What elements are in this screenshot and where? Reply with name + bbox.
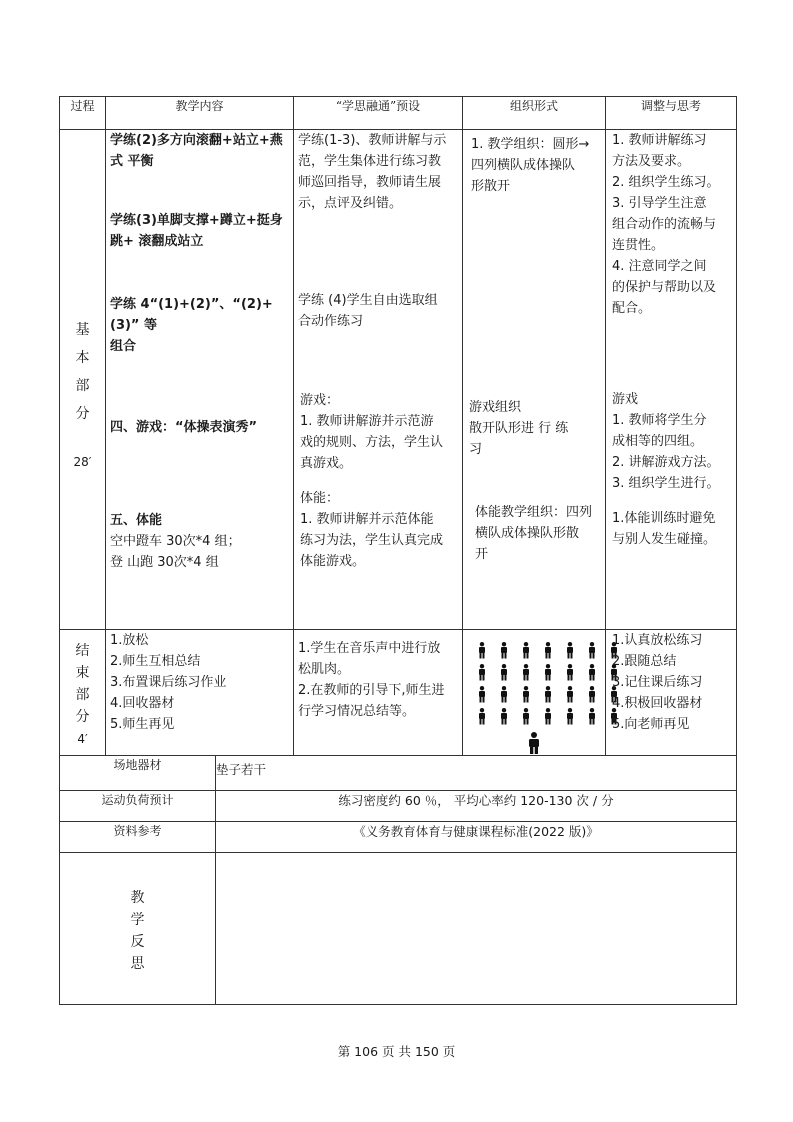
student-icon bbox=[539, 686, 556, 704]
header-content: 教学内容 bbox=[106, 97, 294, 130]
org-block-1: 1. 教学组织：圆形→ 四列横队成体操队 形散开 bbox=[471, 137, 590, 194]
org-block-2: 游戏组织 散开队形进 行 练 习 bbox=[469, 400, 569, 457]
adjust-block-2: 游戏 1. 教师将学生分 成相等的四组。 2. 讲解游戏方法。 3. 组织学生进行。 bbox=[612, 392, 720, 491]
ending-time: 4′ bbox=[77, 732, 88, 746]
basic-preset bbox=[294, 130, 463, 630]
preset-block-1: 学练(1-3)、教师讲解与示 范，学生集体进行练习教 师巡回指导，教师请生展 示，点评及纠错。 bbox=[298, 133, 447, 211]
ending-preset: 1.学生在音乐声中进行放 松肌肉。 2.在教师的引导下,师生进 行学习情况总结等。 bbox=[294, 630, 463, 756]
label-char: 教 bbox=[130, 890, 145, 906]
reference-row bbox=[60, 822, 737, 853]
page-number: 第 106 页 共 150 页 bbox=[337, 1044, 456, 1059]
label-char: 分 bbox=[75, 406, 90, 422]
student-icon bbox=[473, 664, 490, 682]
student-icon bbox=[473, 708, 490, 726]
student-icon bbox=[561, 686, 578, 704]
label-char: 结 bbox=[75, 643, 90, 659]
teacher-icon bbox=[527, 732, 541, 754]
venue-row bbox=[60, 756, 737, 791]
label-char: 分 bbox=[75, 709, 90, 725]
student-icon bbox=[539, 642, 556, 660]
student-icon bbox=[495, 686, 512, 704]
student-formation bbox=[463, 630, 605, 726]
label-char: 部 bbox=[75, 378, 90, 394]
basic-content bbox=[106, 130, 294, 630]
ending-adjust: 1.认真放松练习 2.跟随总结 3.记住课后练习 4.积极回收器材 5.向老师再见 bbox=[606, 630, 737, 756]
student-icon bbox=[517, 642, 534, 660]
student-icon bbox=[495, 642, 512, 660]
label-char: 本 bbox=[75, 350, 90, 366]
student-icon bbox=[539, 664, 556, 682]
student-icon bbox=[561, 642, 578, 660]
load-row bbox=[60, 791, 737, 822]
load-label: 运动负荷预计 bbox=[60, 791, 216, 822]
header-process: 过程 bbox=[60, 97, 106, 130]
basic-adjust bbox=[606, 130, 737, 630]
label-char: 束 bbox=[75, 665, 90, 681]
preset-block-4: 体能： 1. 教师讲解并示范体能 练习为法，学生认真完成 体能游戏。 bbox=[300, 491, 444, 569]
student-icon bbox=[517, 708, 534, 726]
basic-organization bbox=[463, 130, 606, 630]
ending-content: 1.放松 2.师生互相总结 3.布置课后练习作业 4.回收器材 5.师生再见 bbox=[106, 630, 294, 756]
basic-section-row bbox=[60, 130, 737, 630]
ending-section-row bbox=[60, 630, 737, 756]
student-icon bbox=[517, 664, 534, 682]
ending-section-label bbox=[60, 630, 106, 756]
label-char: 部 bbox=[75, 687, 90, 703]
student-icon bbox=[473, 642, 490, 660]
label-char: 思 bbox=[130, 956, 145, 972]
student-icon bbox=[583, 686, 600, 704]
header-row bbox=[60, 97, 737, 130]
preset-block-3: 游戏： 1. 教师讲解游并示范游 戏的规则、方法，学生认 真游戏。 bbox=[300, 393, 444, 471]
student-icon bbox=[517, 686, 534, 704]
label-char: 反 bbox=[130, 934, 145, 950]
label-char: 基 bbox=[75, 322, 90, 338]
student-icon bbox=[583, 664, 600, 682]
preset-block-2: 学练 (4)学生自由选取组 合动作练习 bbox=[298, 293, 438, 329]
student-icon bbox=[583, 708, 600, 726]
student-icon bbox=[561, 708, 578, 726]
load-value: 练习密度约 60 ％， 平均心率约 120-130 次 / 分 bbox=[216, 791, 737, 822]
org-block-3: 体能教学组织：四列 横队成体操队形散 开 bbox=[475, 505, 593, 562]
content-item-5: 五、体能 空中蹬车 30次*4 组； 登 山跑 30次*4 组 bbox=[110, 513, 241, 570]
basic-time: 28′ bbox=[73, 455, 92, 469]
ending-organization bbox=[463, 630, 606, 756]
reflection-row bbox=[60, 853, 737, 1005]
reference-label: 资料参考 bbox=[60, 822, 216, 853]
student-icon bbox=[495, 708, 512, 726]
reference-value: 《义务教育体育与健康课程标准(2022 版)》 bbox=[216, 822, 737, 853]
adjust-block-1: 1. 教师讲解练习 方法及要求。 2. 组织学生练习。 3. 引导学生注意 组合动作的流畅与 连贯性。 4. 注意同学之间 的保护与帮助以及 配合。 bbox=[612, 133, 720, 316]
reflection-label bbox=[60, 853, 216, 1005]
student-icon bbox=[583, 642, 600, 660]
student-icon bbox=[561, 664, 578, 682]
student-icon bbox=[473, 686, 490, 704]
teacher-figure bbox=[463, 732, 605, 754]
header-adjust: 调整与思考 bbox=[606, 97, 737, 130]
content-item-1: 学练(2)多方向滚翻+站立+燕 式 平衡 bbox=[110, 133, 283, 169]
lesson-plan-table bbox=[59, 96, 737, 1005]
label-char: 学 bbox=[130, 912, 145, 928]
reflection-area[interactable] bbox=[216, 853, 737, 1005]
header-preset: “学思融通”预设 bbox=[294, 97, 463, 130]
header-organization: 组织形式 bbox=[463, 97, 606, 130]
content-item-3: 学练 4“(1)+(2)”、“(2)+(3)” 等 组合 bbox=[110, 297, 273, 354]
content-item-4: 四、游戏：“体操表演秀” bbox=[110, 420, 258, 435]
adjust-block-3: 1.体能训练时避免 与别人发生碰撞。 bbox=[612, 511, 717, 547]
student-icon bbox=[495, 664, 512, 682]
student-icon bbox=[539, 708, 556, 726]
basic-section-label bbox=[60, 130, 106, 630]
content-item-2: 学练(3)单脚支撑+蹲立+挺身 跳+ 滚翻成站立 bbox=[110, 213, 283, 249]
venue-label: 场地器材 bbox=[60, 756, 216, 791]
venue-value: 垫子若干 bbox=[216, 756, 737, 791]
